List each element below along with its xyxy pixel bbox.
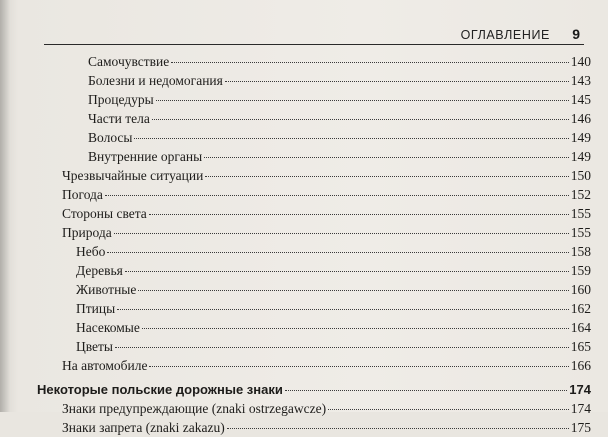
toc-entry [76,261,591,280]
toc-entry [62,223,591,242]
toc-leader-dots [149,214,569,215]
toc-entry-page: 152 [570,187,591,202]
toc-entry [76,299,591,318]
toc-entry [62,356,591,375]
toc-entry-page: 174 [570,401,591,416]
toc-entry [88,52,591,71]
toc-section-heading [37,380,591,399]
toc-entry-label: Насекомые [76,320,140,335]
toc-entry-page: 165 [570,339,591,354]
toc-entry-label: Животные [76,282,137,297]
toc-entry [88,147,591,166]
toc-entry-page: 166 [570,358,591,373]
toc-entry-label: На автомобиле [62,358,148,373]
toc-leader-dots [107,252,568,253]
toc-entry-label: Птицы [76,301,116,316]
toc-entry-label: Знаки предупреждающие (znaki ostrzegawcze) [62,401,327,416]
toc-leader-dots [156,100,569,101]
toc-entry-page: 143 [570,73,591,88]
toc-entry [76,242,591,261]
toc-leader-dots [285,390,567,391]
toc-entry [88,71,591,90]
toc-entry-page: 149 [570,149,591,164]
toc-entry-label: Погода [62,187,103,202]
toc-leader-dots [171,62,568,63]
toc-entry-page: 145 [570,92,591,107]
toc-entry-label: Болезни и недомогания [88,73,223,88]
toc-leader-dots [138,290,568,291]
toc-entry-page: 155 [570,206,591,221]
toc-leader-dots [227,428,569,429]
toc-entry-label: Цветы [76,339,114,354]
toc-entry [62,418,591,437]
toc-leader-dots [115,347,569,348]
page-number: 9 [572,26,580,42]
toc-leader-dots [205,176,568,177]
toc-entry-page: 146 [570,111,591,126]
toc-entry-label: Внутренние органы [88,149,203,164]
toc-entry-label: Самочувствие [88,54,170,69]
toc-leader-dots [152,119,569,120]
toc-entry-page: 162 [570,301,591,316]
toc-entry-label: Волосы [88,130,133,145]
toc-entry-page: 159 [570,263,591,278]
toc-entry-page: 149 [570,130,591,145]
toc-entry-page: 164 [570,320,591,335]
toc-leader-dots [125,271,569,272]
toc-leader-dots [204,157,569,158]
running-head [44,22,584,44]
toc-leader-dots [134,138,568,139]
toc-leader-dots [142,328,569,329]
toc-entry-page: 140 [570,54,591,69]
toc-entry-label: Стороны света [62,206,147,221]
toc-entry [76,318,591,337]
toc-entry [88,128,591,147]
toc-entry-page: 150 [570,168,591,183]
toc-entry-page: 158 [570,244,591,259]
toc-entry-label: Природа [62,225,112,240]
toc-leader-dots [105,195,569,196]
toc-leader-dots [117,309,569,310]
toc-entry-page: 160 [570,282,591,297]
toc-entry-page: 155 [570,225,591,240]
toc-entry-label: Чрезвычайные ситуации [62,168,204,183]
toc-entry [62,204,591,223]
running-head-title: ОГЛАВЛЕНИЕ [460,28,550,42]
toc-entry-label: Небо [76,244,106,259]
toc-entry [88,90,591,109]
toc-entry [62,185,591,204]
toc-entry [76,280,591,299]
toc-leader-dots [149,366,568,367]
toc-entry-page: 175 [570,420,591,435]
toc-entry-label: Знаки запрета (znaki zakazu) [62,420,225,435]
toc-entry [62,166,591,185]
toc-leader-dots [328,409,569,410]
page-gutter-shadow [0,0,10,412]
toc-entry-label: Процедуры [88,92,154,107]
toc-entry [76,337,591,356]
toc-entry [88,109,591,128]
toc-leader-dots [225,81,569,82]
toc-entry-label: Деревья [76,263,123,278]
toc-entry [62,399,591,418]
toc-entry-label: Некоторые польские дорожные знаки [37,382,283,397]
toc-entry-page: 174 [569,382,591,397]
header-rule [44,44,584,45]
toc-leader-dots [114,233,569,234]
toc-entry-label: Части тела [88,111,150,126]
